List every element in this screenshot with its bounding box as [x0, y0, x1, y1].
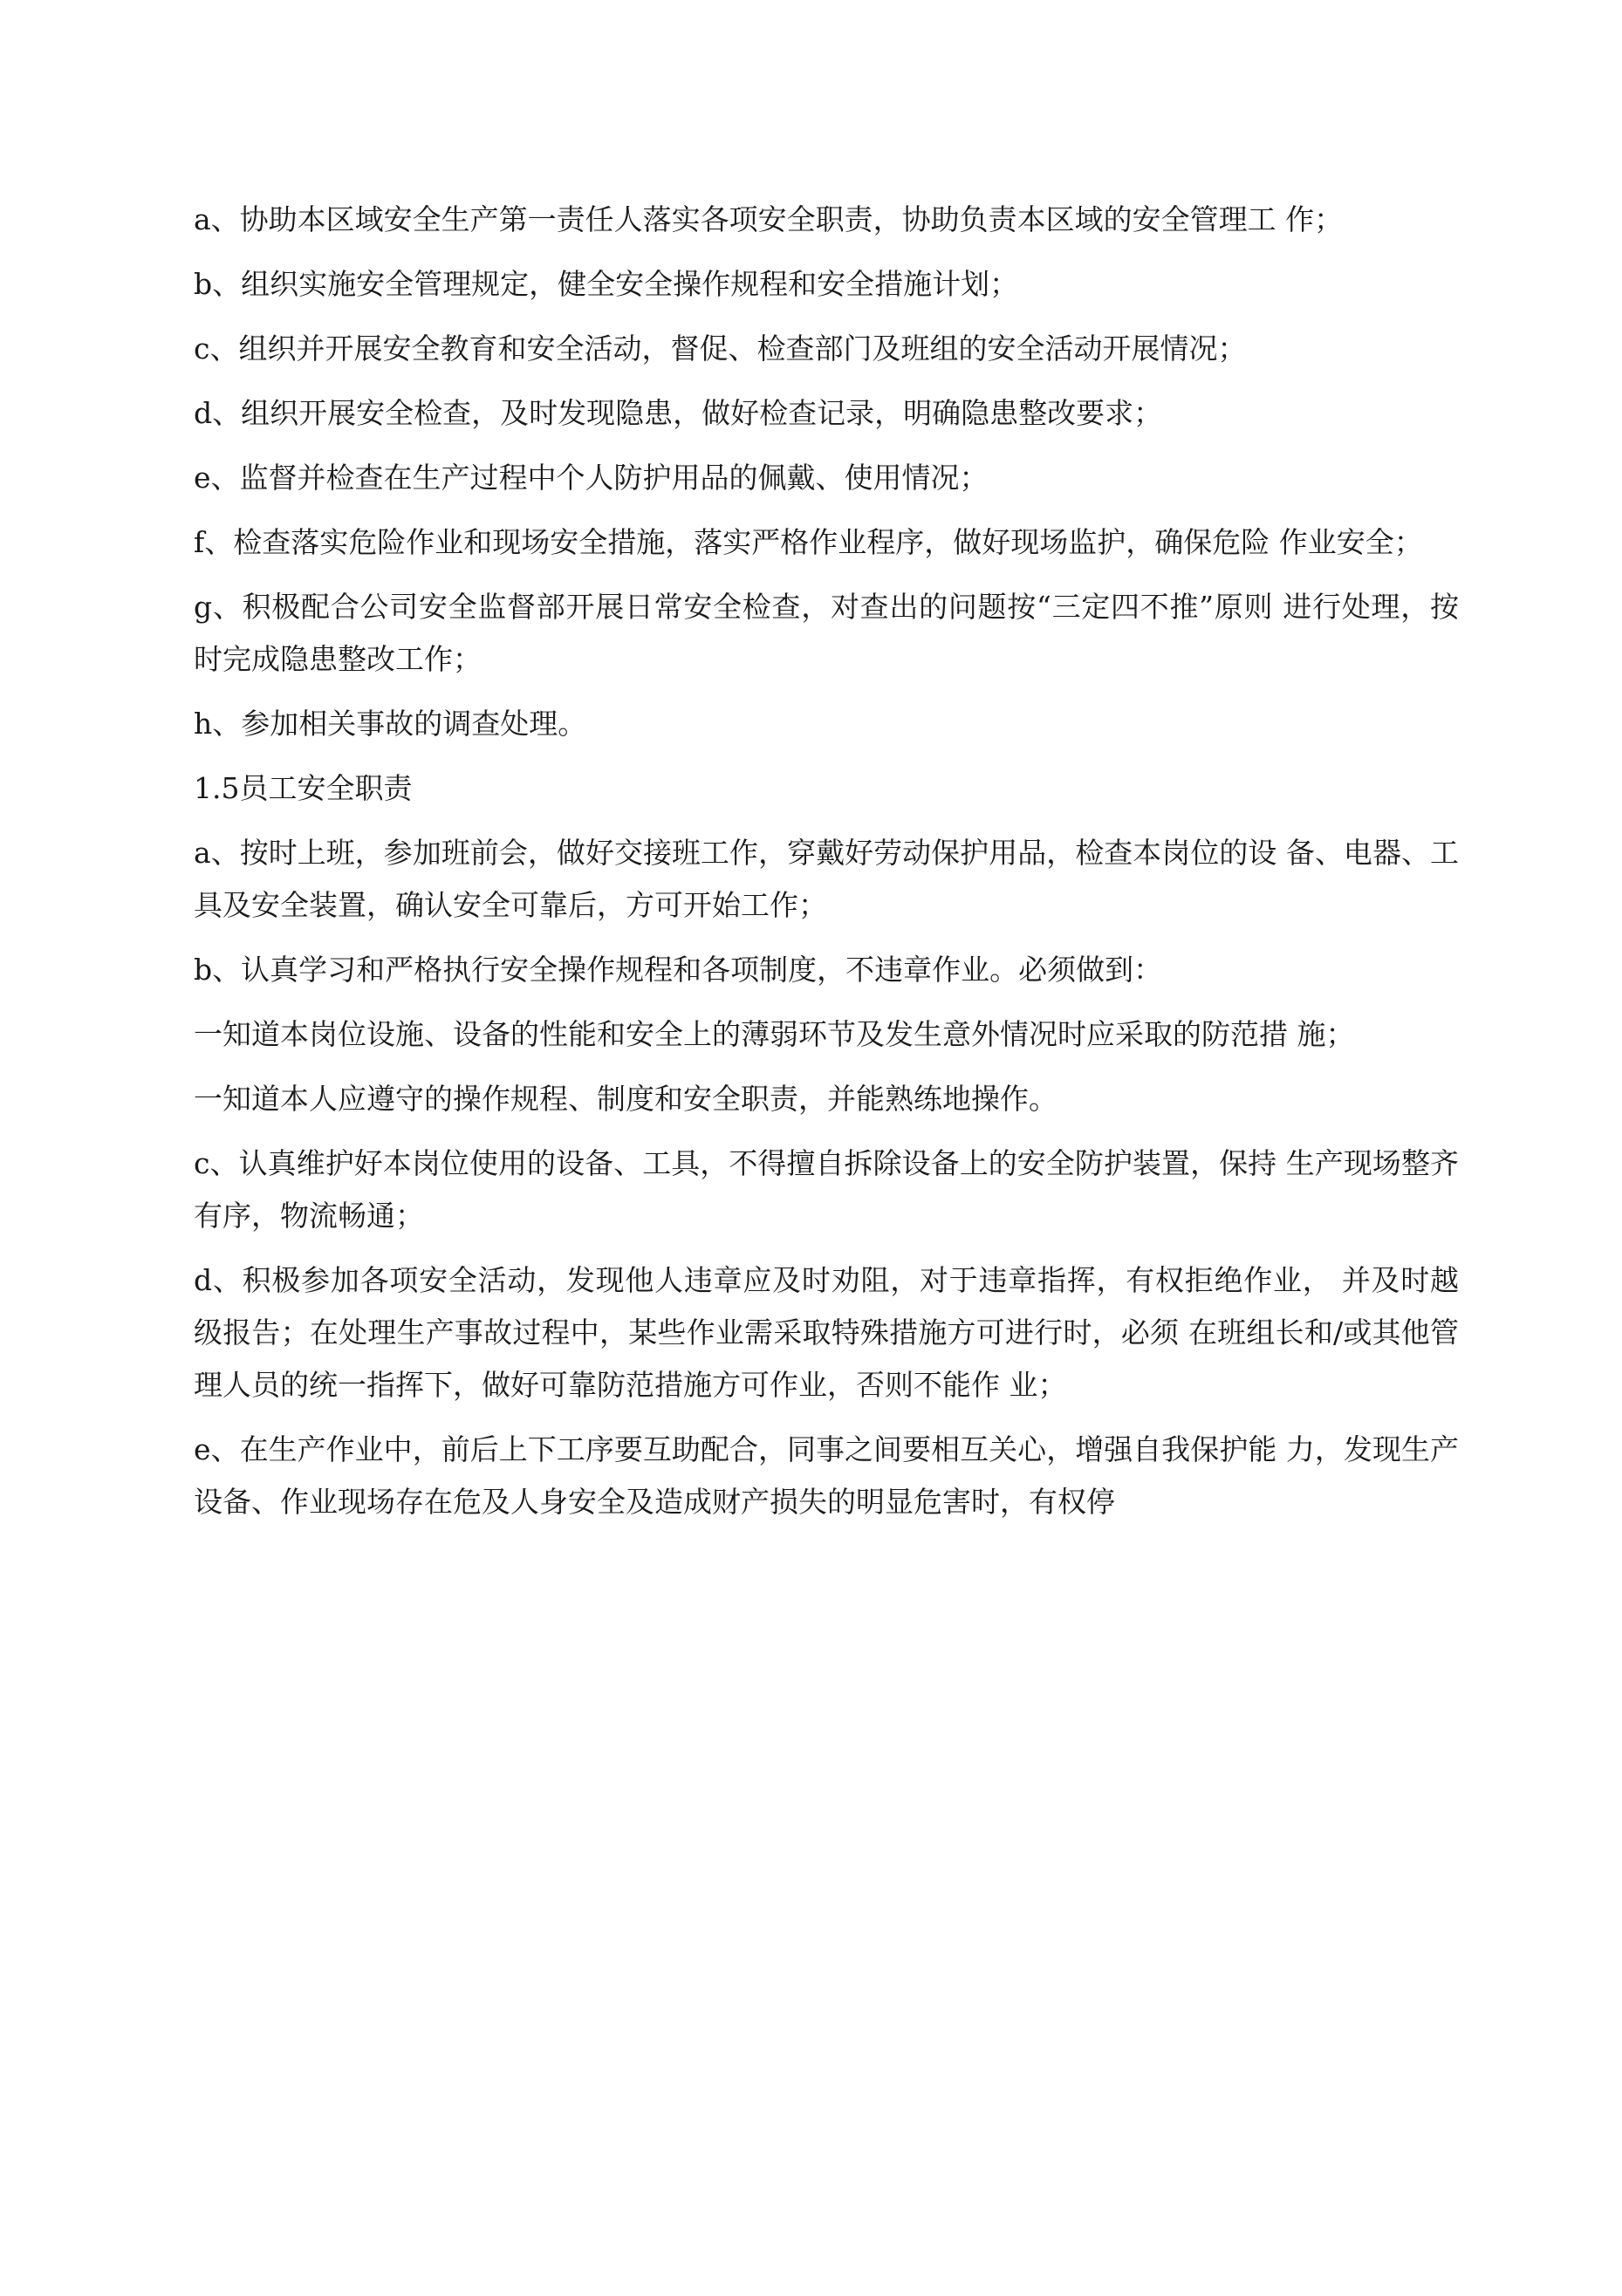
employee-clause-a: a、按时上班，参加班前会，做好交接班工作，穿戴好劳动保护用品，检查本岗位的设 备、电器、工具及安全装置，确认安全可靠后，方可开始工作；: [194, 836, 1459, 922]
clause-c: c、组织并开展安全教育和安全活动，督促、检查部门及班组的安全活动开展情况；: [194, 331, 1247, 366]
employee-clause-b: b、认真学习和严格执行安全操作规程和各项制度，不违章作业。必须做到：: [194, 953, 1163, 987]
clause-g: g、积极配合公司安全监督部开展日常安全检查，对查出的问题按“三定四不推”原则 进行处理，按时完成隐患整改工作；: [194, 590, 1459, 676]
clause-d: d、组织开展安全检查，及时发现隐患，做好检查记录，明确隐患整改要求；: [194, 396, 1163, 430]
clause-e: e、监督并检查在生产过程中个人防护用品的佩戴、使用情况；: [194, 461, 989, 495]
employee-clause-e: e、在生产作业中，前后上下工序要互助配合，同事之间要相互关心，增强自我保护能 力，发现生产设备、作业现场存在危及人身安全及造成财产损失的明显危害时，有权停: [194, 1432, 1459, 1519]
clause-a: a、协助本区域安全生产第一责任人落实各项安全职责，协助负责本区域的安全管理工 作；: [194, 202, 1344, 236]
clause-b: b、组织实施安全管理规定，健全安全操作规程和安全措施计划；: [194, 267, 1019, 301]
employee-clause-c: c、认真维护好本岗位使用的设备、工具，不得擅自拆除设备上的安全防护装置，保持 生产现场整齐有序，物流畅通；: [194, 1146, 1459, 1233]
know-item-1: 一知道本岗位设施、设备的性能和安全上的薄弱环节及发生意外情况时应采取的防范措 施；: [194, 1017, 1355, 1051]
clause-f: f、检查落实危险作业和现场安全措施，落实严格作业程序，做好现场监护，确保危险 作业安全；: [194, 525, 1423, 559]
know-item-2: 一知道本人应遵守的操作规程、制度和安全职责，并能熟练地操作。: [194, 1082, 1057, 1116]
employee-clause-d: d、积极参加各项安全活动，发现他人违章应及时劝阻，对于违章指挥，有权拒绝作业， 并及时越级报告；在处理生产事故过程中，某些作业需采取特殊措施方可进行时，必须 在班组长和/或其他管理人员的统一指挥下，做好可靠防范措施方可作业，否则不能作 业；: [194, 1263, 1459, 1402]
clause-h: h、参加相关事故的调查处理。: [194, 707, 587, 741]
document-page: [194, 194, 1459, 1541]
section-heading: 1.5员工安全职责: [194, 771, 413, 805]
